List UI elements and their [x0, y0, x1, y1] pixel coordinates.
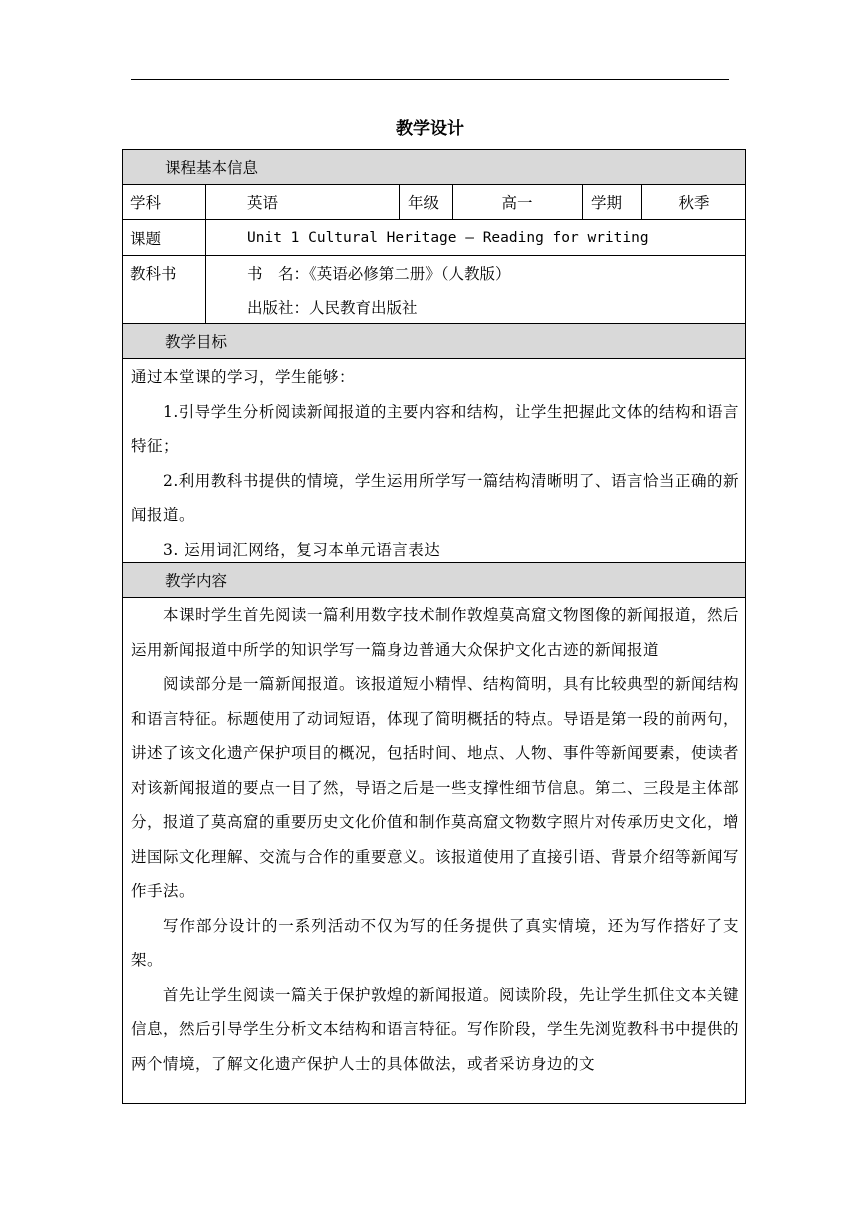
section-title: 教学目标 [165, 333, 228, 351]
info-row-topic [122, 220, 746, 256]
content-paragraph: 首先让学生阅读一篇关于保护敦煌的新闻报道。阅读阶段，先让学生抓住文本关键信息，然后引导学生分析文本结构和语言特征。写作阶段，学生先浏览教科书中提供的两个情境，了解文化遗产保护人士的具体做法，或者采访身边的文 [131, 985, 740, 1073]
section-title: 课程基本信息 [165, 159, 259, 177]
divider [582, 185, 583, 219]
topic-label: 课题 [130, 229, 162, 248]
content-block [122, 598, 746, 1104]
grade-label: 年级 [408, 194, 440, 212]
term-label: 学期 [591, 194, 623, 212]
objective-item: 1.引导学生分析阅读新闻报道的主要内容和结构，让学生把握此文体的结构和语言特征； [131, 402, 739, 455]
objective-item: 3. 运用词汇网络，复习本单元语言表达 [163, 540, 441, 559]
subject-value: 英语 [247, 194, 279, 212]
info-row-subject [122, 185, 746, 220]
divider [205, 185, 206, 219]
divider [205, 220, 206, 255]
info-row-textbook [122, 256, 746, 324]
section-header-basic-info [122, 149, 746, 185]
grade-value: 高一 [501, 194, 533, 212]
divider [205, 256, 206, 323]
textbook-publisher: 出版社：人民教育出版社 [247, 299, 418, 317]
header-rule [131, 79, 729, 80]
section-header-content [122, 562, 746, 598]
section-header-objectives [122, 323, 746, 359]
objectives-intro: 通过本堂课的学习，学生能够： [131, 368, 356, 386]
subject-label: 学科 [130, 194, 162, 212]
content-paragraph: 本课时学生首先阅读一篇利用数字技术制作敦煌莫高窟文物图像的新闻报道，然后运用新闻报道中所学的知识学写一篇身边普通大众保护文化古迹的新闻报道 [131, 606, 740, 659]
content-paragraph: 阅读部分是一篇新闻报道。该报道短小精悍、结构简明，具有比较典型的新闻结构和语言特征。标题使用了动词短语，体现了简明概括的特点。导语是第一段的前两句，讲述了该文化遗产保护项目的概况，包括时间、地点、人物、事件等新闻要素，使读者对该新闻报道的要点一目了然，导语之后是一些支撑性细节信息。第二、三段是主体部分，报道了莫高窟的重要历史文化价值和制作莫高窟文物数字照片对传承历史文化，增进国际文化理解、交流与合作的重要意义。该报道使用了直接引语、背景介绍等新闻写作手法。 [131, 675, 740, 900]
content-paragraph: 写作部分设计的一系列活动不仅为写的任务提供了真实情境，还为写作搭好了支架。 [131, 916, 739, 969]
divider [399, 185, 400, 219]
textbook-name: 书 名：《英语必修第二册》（人教版） [247, 265, 511, 283]
objectives-block [122, 359, 746, 563]
objective-item: 2.利用教科书提供的情境，学生运用所学写一篇结构清晰明了、语言恰当正确的新闻报道。 [131, 471, 739, 524]
section-title: 教学内容 [165, 572, 228, 590]
term-value: 秋季 [678, 194, 710, 212]
document-title: 教学设计 [396, 119, 464, 139]
textbook-label: 教科书 [130, 265, 177, 283]
topic-value: Unit 1 Cultural Heritage — Reading for writing [247, 229, 649, 246]
